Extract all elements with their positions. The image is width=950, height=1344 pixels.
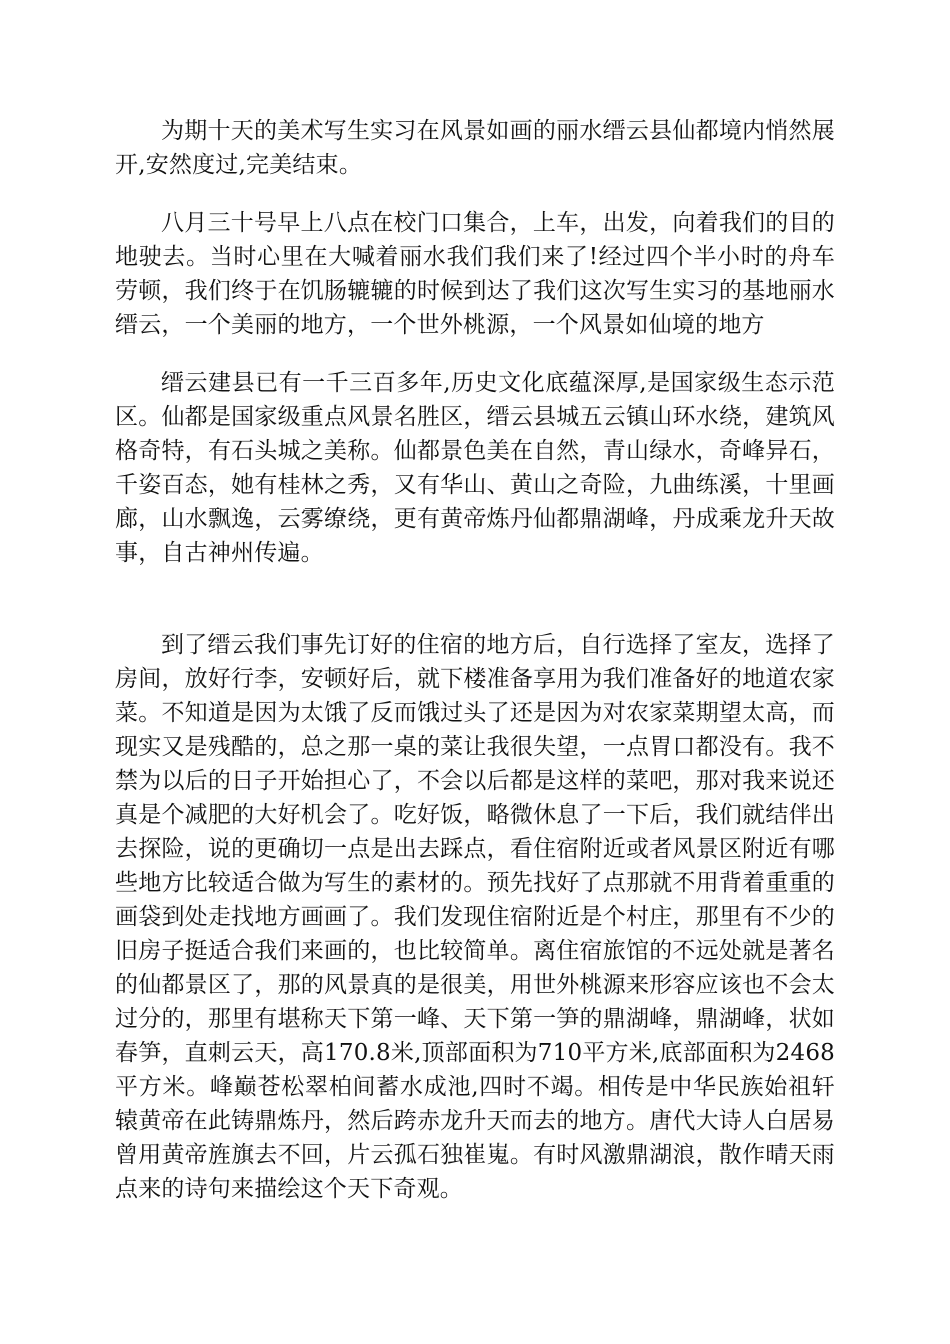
paragraph: 八月三十号早上八点在校门口集合，上车，出发，向着我们的目的地驶去。当时心里在大喊着丽水我们我们来了!经过四个半小时的舟车劳顿，我们终于在饥肠辘辘的时候到达了我们这次写生实习的基地丽水缙云，一个美丽的地方，一个世外桃源，一个风景如仙境的地方: [115, 210, 835, 338]
paragraph: 到了缙云我们事先订好的住宿的地方后，自行选择了室友，选择了房间，放好行李，安顿好后，就下楼准备享用为我们准备好的地道农家菜。不知道是因为太饿了反而饿过头了还是因为对农家菜期望太高，而现实又是残酷的，总之那一桌的菜让我很失望，一点胃口都没有。我不禁为以后的日子开始担心了，不会以后都是这样的菜吧，那对我来说还真是个减肥的大好机会了。吃好饭，略微休息了一下后，我们就结伴出去探险，说的更确切一点是出去踩点，看住宿附近或者风景区附近有哪些地方比较适合做为写生的素材的。预先找好了点那就不用背着重重的画袋到处走找地方画画了。我们发现住宿附近是个村庄，那里有不少的旧房子挺适合我们来画的，也比较简单。离住宿旅馆的不远处就是著名的仙都景区了，那的风景真的是很美，用世外桃源来形容应该也不会太过分的，那里有堪称天下第一峰、天下第一笋的鼎湖峰，鼎湖峰，状如春笋，直刺云天，高170.8米,顶部面积为710平方米,底部面积为2468平方米。峰巅苍松翠柏间蓄水成池,四时不竭。相传是中华民族始祖轩辕黄帝在此铸鼎炼丹，然后跨赤龙升天而去的地方。唐代大诗人白居易曾用黄帝旌旗去不回，片云孤石独崔嵬。有时风激鼎湖浪，散作晴天雨点来的诗句来描绘这个天下奇观。: [115, 632, 835, 1202]
paragraph: 为期十天的美术写生实习在风景如画的丽水缙云县仙都境内悄然展开,安然度过,完美结束。: [115, 118, 835, 178]
paragraph: 缙云建县已有一千三百多年,历史文化底蕴深厚,是国家级生态示范区。仙都是国家级重点风景名胜区，缙云县城五云镇山环水绕，建筑风格奇特，有石头城之美称。仙都景色美在自然，青山绿水，奇峰异石，千姿百态，她有桂林之秀，又有华山、黄山之奇险，九曲练溪，十里画廊，山水飘逸，云雾缭绕，更有黄帝炼丹仙都鼎湖峰，丹成乘龙升天故事，自古神州传遍。: [115, 370, 835, 566]
